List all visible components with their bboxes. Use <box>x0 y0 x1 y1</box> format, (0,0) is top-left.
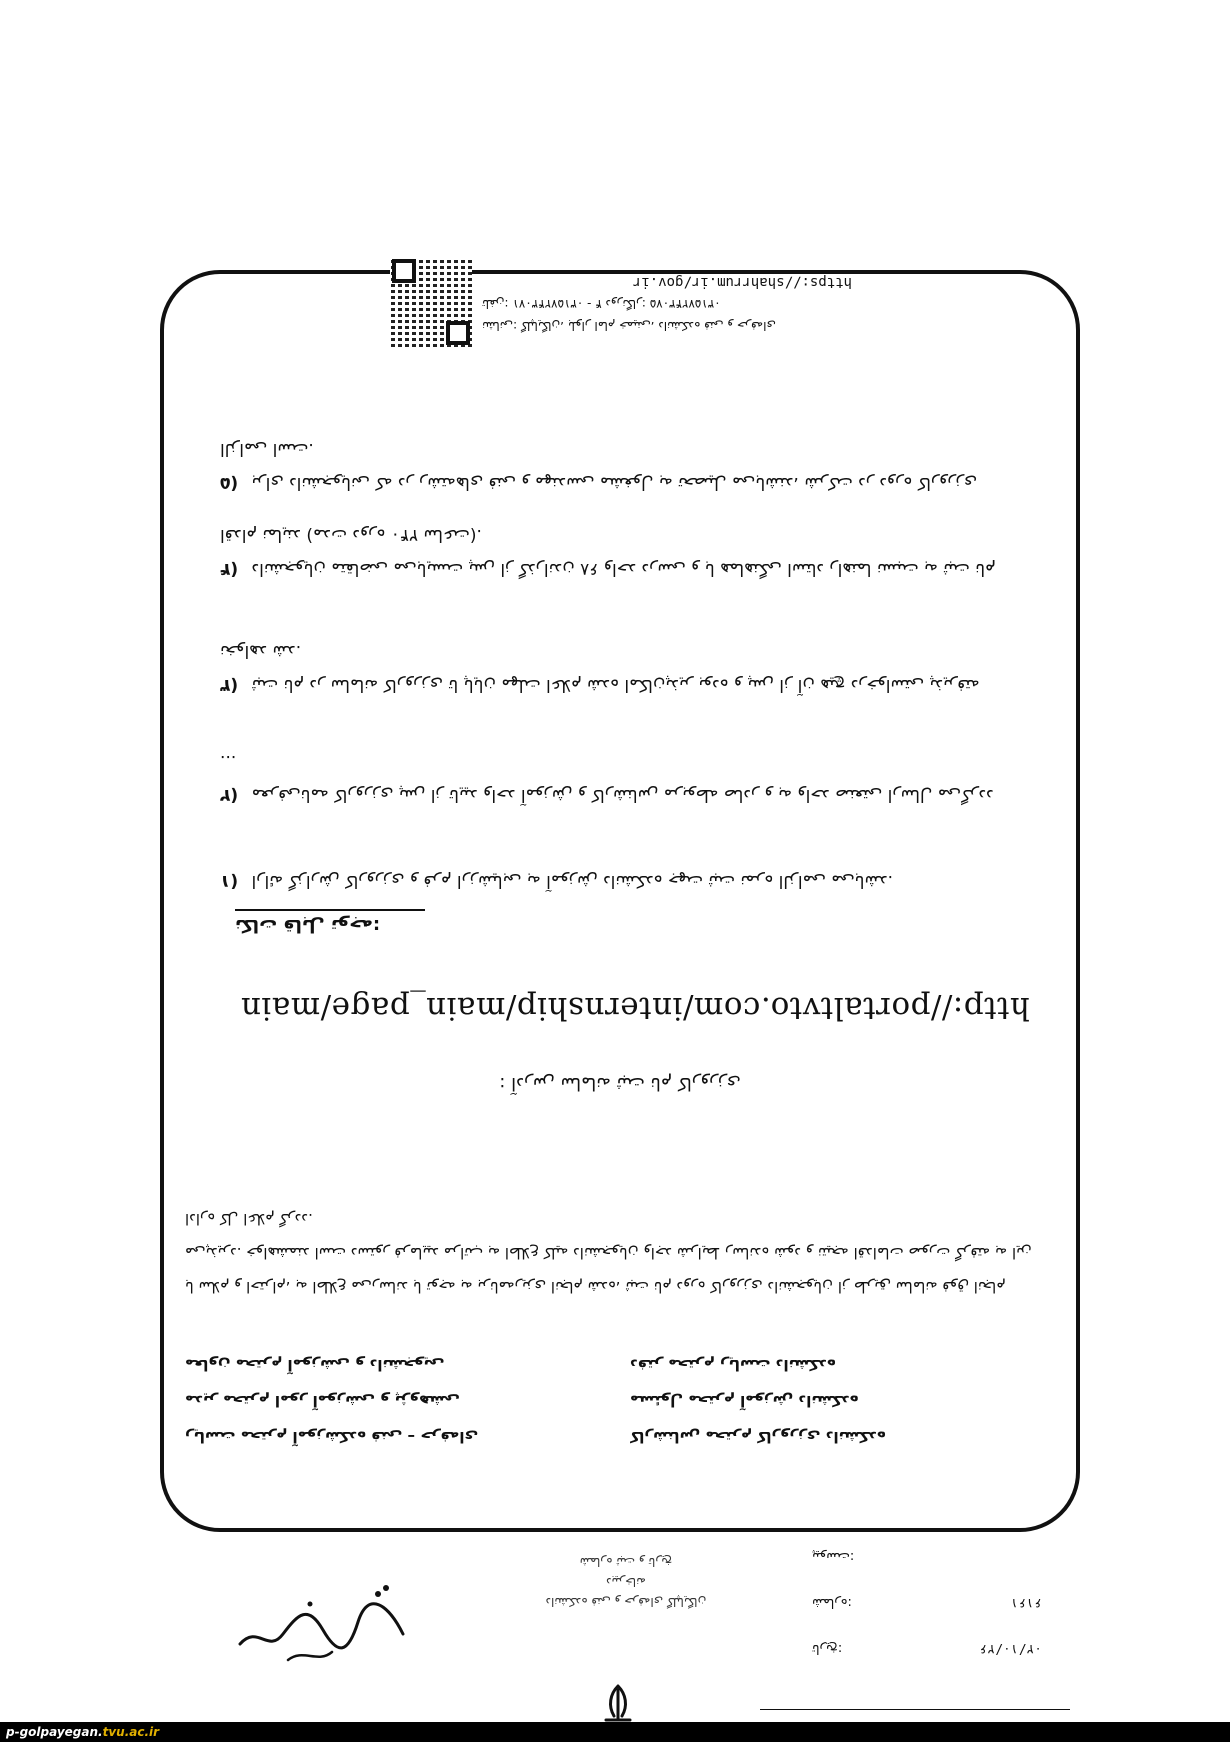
header-line: تلفن: ۰۳۱۵۷۲۴۳۰۷۱ - ۴ دورنگار: ۰۳۱۵۷۲۴۳۰۷۵ <box>482 297 721 311</box>
header-line: نشانی: گلپایگان، بلوار امام خمینی، دانشکده فنی و حرفه‌ای <box>482 319 776 333</box>
recipient: معاون محترم آموزشی و دانشجویی <box>185 1356 445 1374</box>
recipients-list <box>185 1356 1015 1446</box>
list-item: ۴) دانشجویان متقاضی می‌بایست پس از گذراندن ۶۸ واحد درسی و با هماهنگی استاد راهنما نسبت به ثبت نام اقدام نمایند (مدت دوره ۲۴۰ ساعت). <box>220 525 996 579</box>
number-label: شماره: <box>812 1595 852 1611</box>
emblem-icon <box>598 1680 638 1724</box>
letter-reference-fields <box>812 1534 1042 1672</box>
list-item: ۳) ثبت نام در سامانه کارورزی تا پایان مهلت اعلام شده امکان‌پذیر بوده و پس از آن هیچ درخواستی پذیرفته نخواهد شد. <box>220 641 980 695</box>
recipient: مسئول محترم آموزش دانشکده <box>630 1392 859 1410</box>
attachment-field <box>812 1534 1042 1580</box>
office-stamp-text: دانشکده فنی و حرفه‌ای گلپایگان دبیرخانه شماره ثبت و تاریخ <box>545 1555 707 1609</box>
number-field <box>812 1580 1042 1626</box>
footer-bar <box>0 1722 1230 1742</box>
number-value: ۶۱۶۱ <box>1010 1595 1042 1611</box>
notes-heading: نکات قابل توجه: <box>235 909 425 936</box>
list-item: ۲) معرفی‌نامه کارورزی پس از تایید واحد آموزش و کارشناس مربوطه صادر و به واحد صنعتی ارسال می‌گردد ... <box>220 751 994 805</box>
portal-url-caption: : آدرس سامانه ثبت نام کارورزی <box>499 1073 741 1094</box>
letter-header <box>382 257 852 347</box>
body-paragraph: با سلام و احترام، به اطلاع می‌رساند با توجه به برنامه‌ریزی انجام شده، ثبت نام دوره کارورزی دانشجویان از طریق سامانه فوق انجام می‌پذیرد. خواهشمند است دستور فرمایید مراتب به اطلاع کلیه دانشجویان واجد شرایط رسانده شود و نتیجه اقدامات صورت گرفته به این اداره کل اعلام گردد. <box>185 1210 1032 1296</box>
portal-url: http://portaltvto.com/internship/main_page/main <box>240 990 1030 1026</box>
list-item: ۱) ارائه گزارش کارورزی و فرم ارزشیابی به آموزش دانشکده جهت ثبت نمره الزامی می‌باشد. <box>220 871 894 891</box>
header-contact-block <box>482 265 852 337</box>
attachment-label: پیوست: <box>812 1549 855 1565</box>
recipient: کارشناس محترم کارورزی دانشکده <box>630 1428 886 1446</box>
recipient: ریاست محترم آموزشکده فنی – حرفه‌ای <box>185 1428 479 1446</box>
recipient: دفتر محترم ریاست دانشکده <box>630 1356 836 1374</box>
list-item: ۵) برای دانشجویانی که در رشته‌های فنی و مهندسی مشغول به تحصیل می‌باشند، شرکت در دوره کارورزی الزامی است. <box>220 439 978 493</box>
date-label: تاریخ: <box>812 1641 843 1657</box>
divider <box>760 1709 1070 1710</box>
footer-prefix: p-golpayegan. <box>6 1725 103 1739</box>
header-url: https://shahrrum.ir/gov.ir <box>632 274 852 290</box>
recipient: مدیر محترم امور آموزشی و پژوهشی <box>185 1392 460 1410</box>
footer-site[interactable] <box>6 1725 159 1739</box>
handwritten-signature <box>228 1564 428 1674</box>
footer-domain: tvu.ac.ir <box>102 1725 160 1739</box>
qr-code <box>390 257 472 347</box>
date-value: ۰۲/۱۰/۲۶ <box>979 1641 1042 1657</box>
date-field <box>812 1626 1042 1672</box>
